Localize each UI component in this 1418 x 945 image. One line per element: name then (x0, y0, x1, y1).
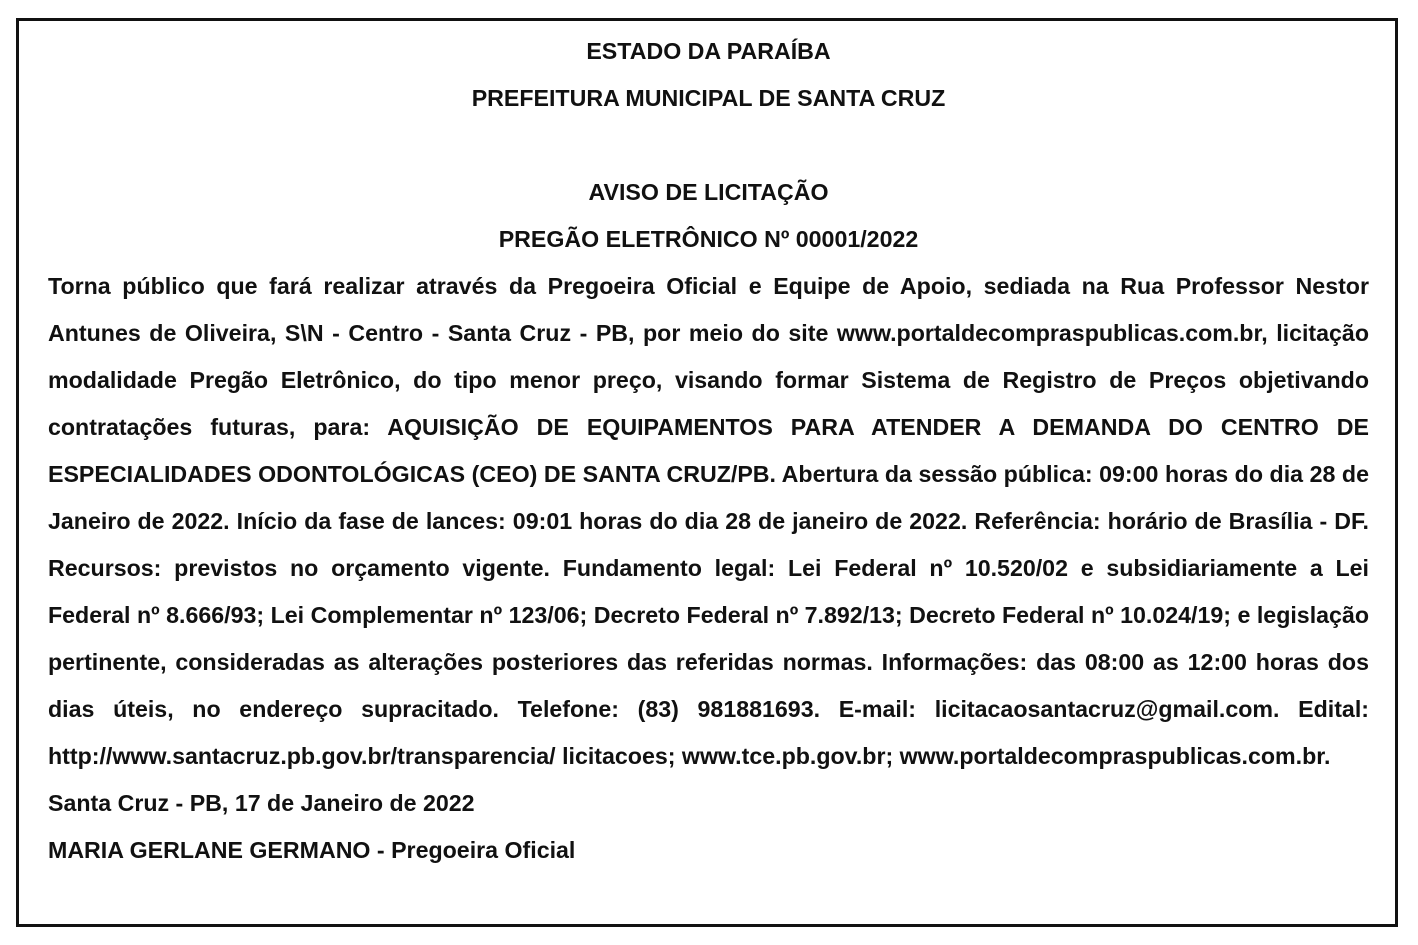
city-hall-heading: PREFEITURA MUNICIPAL DE SANTA CRUZ (471, 85, 946, 111)
place-date: Santa Cruz - PB, 17 de Janeiro de 2022 (48, 790, 475, 816)
state-heading: ESTADO DA PARAÍBA (586, 38, 831, 64)
notice-title: AVISO DE LICITAÇÃO (588, 179, 829, 205)
notice-body: Torna público que fará realizar através da Pregoeira Oficial e Equipe de Apoio, sediada na Rua Professor Nestor Antunes de Oliveira, S\N - Centro - Santa Cruz - PB, por meio do site www.portaldecompraspublicas.com.br, licitação modalidade Pregão Eletrônico, do tipo menor preço, visando formar Sistema de Registro de Preços objetivando contratações futuras, para: AQUISIÇÃO DE EQUIPAMENTOS PARA ATENDER A DEMANDA DO CENTRO DE ESPECIALIDADES ODONTOLÓGICAS (CEO) DE SANTA CRUZ/PB. Abertura da sessão pública: 09:00 horas do dia 28 de Janeiro de 2022. Início da fase de lances: 09:01 horas do dia 28 de janeiro de 2022. Referência: horário de Brasília - DF. Recursos: previstos no orçamento vigente. Fundamento legal: Lei Federal nº 10.520/02 e subsidiariamente a Lei Federal nº 8.666/93; Lei Complementar nº 123/06; Decreto Federal nº 7.892/13; Decreto Federal nº 10.024/19; e legislação pertinente, consideradas as alterações posteriores das referidas normas. Informações: das 08:00 as 12:00 horas dos dias úteis, no endereço supracitado. Telefone: (83) 981881693. E-mail: licitacaosantacruz@gmail.com. Edital: http://www.santacruz.pb.gov.br/transparencia/ licitacoes; www.tce.pb.gov.br; www.portaldecompraspublicas.com.br. (48, 273, 1369, 769)
signatory: MARIA GERLANE GERMANO - Pregoeira Oficial (48, 837, 576, 863)
notice-frame (16, 18, 1398, 927)
process-number: PREGÃO ELETRÔNICO Nº 00001/2022 (498, 226, 919, 252)
heading-spacer (48, 122, 1369, 169)
notice-content (48, 28, 1369, 874)
